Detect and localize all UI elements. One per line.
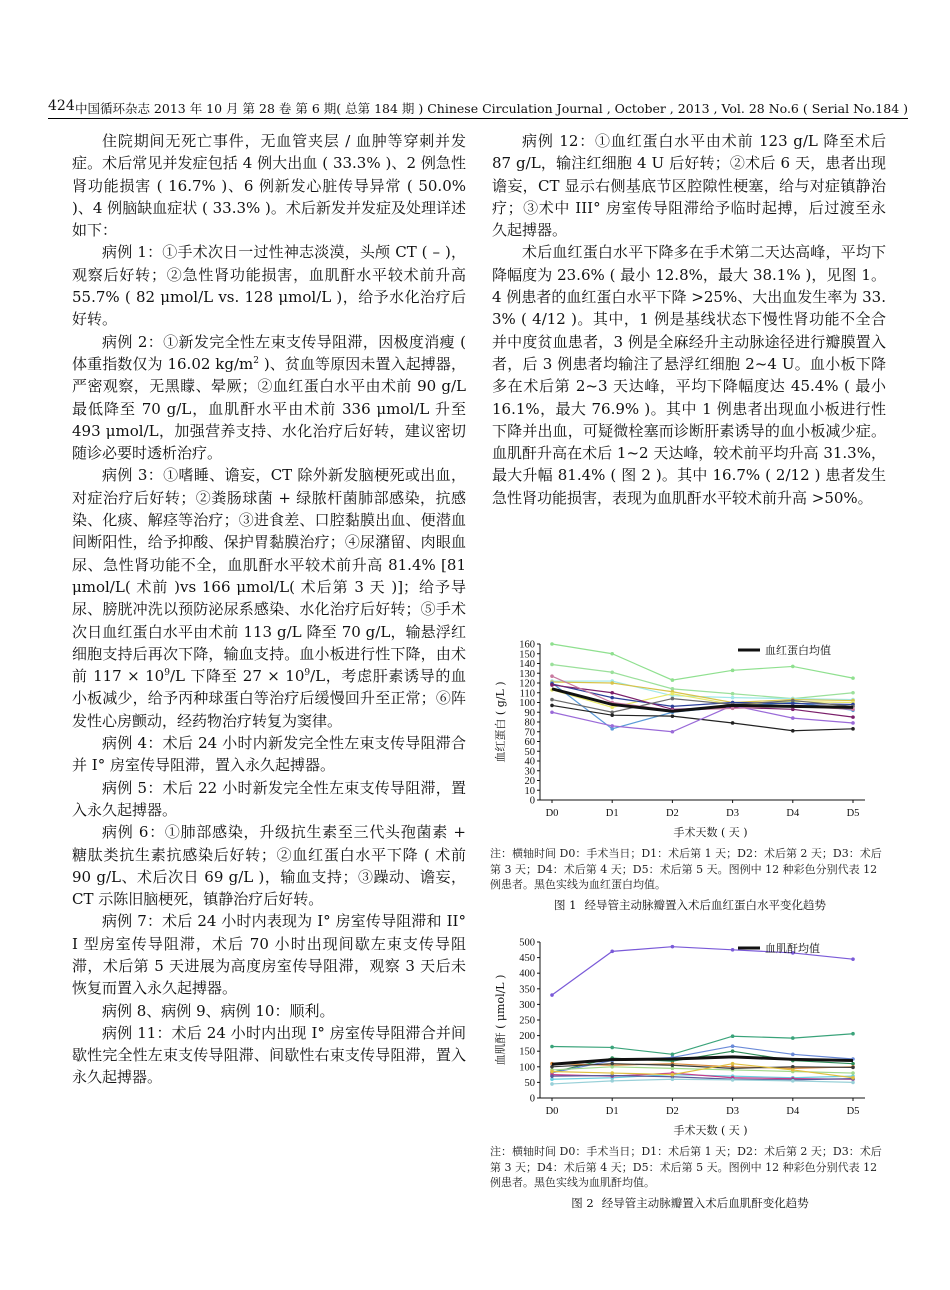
data-point-P2	[610, 1046, 614, 1050]
data-point-P4	[791, 1053, 795, 1057]
x-tick-label: D1	[605, 1106, 619, 1117]
data-point-P12	[731, 707, 735, 711]
data-point-P12	[550, 674, 554, 678]
data-point-P12	[731, 1062, 735, 1066]
data-point-P11	[550, 710, 554, 714]
paragraph-case-5: 病例 5：术后 22 小时新发完全性左束支传导阻滞，置入永久起搏器。	[72, 778, 466, 819]
data-point-P7	[851, 1071, 855, 1075]
data-point-P10	[731, 721, 735, 725]
y-tick-label: 0	[529, 1093, 535, 1105]
x-tick-label: D0	[545, 1106, 559, 1117]
data-point-P10	[671, 714, 675, 718]
y-tick-label: 50	[524, 746, 535, 758]
data-point-P10	[550, 704, 554, 708]
data-point-P11	[731, 1067, 735, 1071]
figure-2	[490, 930, 890, 1211]
y-tick-label: 250	[519, 1015, 535, 1027]
creatinine-chart	[490, 930, 890, 1140]
data-point-P6	[550, 1077, 554, 1081]
figure-1-caption: 图 1 经导管主动脉瓣置入术后血红蛋白水平变化趋势	[554, 897, 826, 912]
data-point-P1	[610, 652, 614, 656]
y-tick-label: 500	[519, 937, 535, 949]
data-point-P1	[550, 993, 554, 997]
data-point-P10	[851, 727, 855, 731]
data-point-P1	[851, 676, 855, 680]
paragraph-case-12: 病例 12：①血红蛋白水平由术前 123 g/L 降至术后 87 g/L，输注红细胞 4 U 后好转；②术后 6 天，患者出现谵妄，CT 显示右侧基底节区腔隙性梗塞，给与对症镇静治疗；③术中 III° 房室传导阻滞给予临时起搏，后过渡至永久起搏器。	[492, 132, 886, 240]
data-point-P5	[671, 692, 675, 696]
data-point-P10	[731, 1078, 735, 1082]
x-axis-label: 手术天数 ( 天 )	[673, 826, 748, 839]
x-tick-label: D3	[726, 808, 740, 819]
data-point-P1	[731, 948, 735, 952]
paragraph-complications: 住院期间无死亡事件，无血管夹层 / 血肿等穿刺并发症。术后常见并发症包括 4 例大出血 ( 33.3% )、2 例急性肾功能损害 ( 16.7% )、6 例新发心脏传导异常 ( 50.0% )、4 例脑缺血症状 ( 33.3% )。术后新发并发症及处理详述如下：	[72, 132, 466, 240]
figure-1	[490, 632, 890, 913]
paragraph-case-8-10: 病例 8、病例 9、病例 10：顺利。	[102, 1001, 335, 1020]
left-column	[72, 130, 466, 1089]
data-point-P11	[851, 1066, 855, 1070]
y-tick-label: 120	[519, 678, 535, 690]
x-tick-label: D3	[726, 1106, 740, 1117]
data-point-P7	[671, 1067, 675, 1071]
right-column	[492, 130, 886, 509]
data-point-P11	[671, 1063, 675, 1067]
x-tick-label: D5	[846, 1106, 860, 1117]
data-point-P3	[731, 696, 735, 700]
data-point-P11	[791, 716, 795, 720]
data-point-P12	[550, 1070, 554, 1074]
data-point-P11	[671, 730, 675, 734]
y-tick-label: 90	[524, 707, 535, 719]
y-tick-label: 70	[524, 727, 535, 739]
legend-label: 血红蛋白均值	[765, 644, 831, 657]
paragraph-case-7: 病例 7：术后 24 小时内表现为 I° 房室传导阻滞和 II° I 型房室传导阻滞，术后 70 小时出现间歇左束支传导阻滞，术后第 5 天进展为高度房室传导阻滞，观察 3 天后未恢复而置入永久起搏器。	[72, 912, 466, 998]
running-header	[48, 96, 908, 119]
y-tick-label: 100	[519, 698, 535, 709]
data-point-P9	[671, 697, 675, 701]
journal-citation: 中国循环杂志 2013 年 10 月 第 28 卷 第 6 期( 总第 184 期 ) Chinese Circulation Journal , October , 2013 , Vol. 28 No.6 ( Serial No.184 )	[74, 101, 908, 116]
data-point-P9	[550, 698, 554, 702]
data-point-P2	[610, 670, 614, 674]
hemoglobin-chart	[490, 632, 890, 842]
y-tick-label: 50	[524, 1077, 535, 1089]
data-point-P2	[791, 1036, 795, 1040]
data-point-P12	[791, 1068, 795, 1072]
y-tick-label: 80	[524, 717, 535, 729]
y-tick-label: 400	[519, 968, 535, 980]
data-point-P12	[610, 1071, 614, 1075]
paragraph-lab-trends: 术后血红蛋白水平下降多在手术第二天达高峰，平均下降幅度为 23.6% ( 最小 12.8%，最大 38.1% )，见图 1。4 例患者的血红蛋白水平下降 >25%、大出血发生率为 33. 3% ( 4/12 )。其中，1 例是基线状态下慢性肾功能不全合并中度贫血患者，3 例是全麻经升主动脉途径进行瓣膜置入者，后 3 例患者均输注了悬浮红细胞 2~4 U。血小板下降多在术后第 2~3 天达峰，平均下降幅度达 45.4% ( 最小 16.1%，最大 76.9% )。其中 1 例患者出现血小板进行性下降并出血，可疑微栓塞而诊断肝素诱导的血小板减少症。血肌酐升高在术后 1~2 天达峰，较术前平均升高 31.3%，最大升幅 81.4% ( 图 2 )。其中 16.7% ( 2/12 ) 患者发生急性肾功能损害，表现为血肌酐水平较术前升高 >50%。	[492, 243, 886, 507]
y-axis-label: 血肌酐 ( μmol/L )	[494, 974, 507, 1066]
data-point-P2	[731, 692, 735, 696]
y-tick-label: 0	[529, 795, 535, 807]
data-point-P1	[731, 669, 735, 673]
data-point-P1	[671, 945, 675, 949]
y-tick-label: 350	[519, 984, 535, 996]
legend-label: 血肌酐均值	[765, 942, 820, 955]
data-point-P1	[791, 665, 795, 669]
y-tick-label: 450	[519, 953, 535, 965]
data-point-P2	[731, 1034, 735, 1038]
data-point-P8	[610, 691, 614, 695]
x-tick-label: D2	[665, 1106, 679, 1117]
data-point-P10	[550, 1082, 554, 1086]
data-point-P1	[550, 642, 554, 646]
y-tick-label: 20	[524, 776, 535, 787]
x-tick-label: D0	[545, 808, 559, 819]
paragraph-case-1: 病例 1：①手术次日一过性神志淡漠，头颅 CT ( – )，观察后好转；②急性肾功能损害，血肌酐水平较术前升高 55.7% ( 82 μmol/L vs. 128 μmol/L )，给予水化治疗后好转。	[72, 243, 466, 329]
data-point-P4	[731, 1044, 735, 1048]
data-point-P12	[851, 1076, 855, 1080]
y-tick-label: 150	[519, 649, 535, 661]
x-tick-label: D4	[786, 808, 800, 819]
y-tick-label: 40	[524, 756, 535, 768]
y-axis-label: 血红蛋白 ( g/L )	[494, 681, 507, 763]
y-tick-label: 200	[519, 1031, 535, 1043]
data-point-P2	[550, 663, 554, 667]
y-tick-label: 130	[519, 668, 535, 680]
data-point-P10	[610, 713, 614, 717]
y-tick-label: 150	[519, 1046, 535, 1058]
data-point-P7	[610, 1065, 614, 1069]
data-point-P11	[791, 1065, 795, 1069]
paragraph-case-11: 病例 11：术后 24 小时内出现 I° 房室传导阻滞合并间歇性完全性左束支传导阻滞、间歇性右束支传导阻滞，置入永久起搏器。	[72, 1023, 466, 1087]
data-point-P10	[791, 1079, 795, 1083]
y-tick-label: 60	[524, 737, 535, 748]
data-point-P7	[610, 696, 614, 700]
figure-1-note: 注：横轴时间 D0：手术当日；D1：术后第 1 天；D2：术后第 2 天；D3：术后第 3 天；D4：术后第 4 天；D5：术后第 5 天。图例中 12 种彩色分别代表 12 例患者。黑色实线为血红蛋白均值。	[490, 847, 882, 891]
x-tick-label: D1	[605, 808, 619, 819]
data-point-P10	[791, 729, 795, 733]
data-point-P4	[610, 681, 614, 685]
data-point-P10	[610, 1079, 614, 1083]
data-point-P1	[671, 678, 675, 682]
paragraph-case-4: 病例 4：术后 24 小时内新发完全性左束支传导阻滞合并 I° 房室传导阻滞，置入永久起搏器。	[72, 734, 466, 775]
data-point-P8	[550, 683, 554, 687]
y-tick-label: 100	[519, 1062, 535, 1074]
data-point-P8	[851, 715, 855, 719]
page-number: 424	[48, 98, 75, 114]
data-point-P3	[851, 1062, 855, 1066]
x-tick-label: D5	[846, 808, 860, 819]
data-point-P11	[610, 1062, 614, 1066]
x-tick-label: D4	[786, 1106, 800, 1117]
data-point-P5	[610, 706, 614, 710]
data-point-P9	[791, 699, 795, 703]
data-point-P3	[731, 1049, 735, 1053]
figure-2-note: 注：横轴时间 D0：手术当日；D1：术后第 1 天；D2：术后第 2 天；D3：术后第 3 天；D4：术后第 4 天；D5：术后第 5 天。图例中 12 种彩色分别代表 12 例患者。黑色实线为血肌酐均值。	[490, 1145, 882, 1189]
data-point-P11	[851, 721, 855, 725]
data-point-P12	[671, 1073, 675, 1077]
data-point-P2	[550, 1045, 554, 1049]
x-axis-label: 手术天数 ( 天 )	[673, 1124, 748, 1137]
data-point-P9	[550, 1074, 554, 1078]
y-tick-label: 30	[524, 766, 535, 778]
y-tick-label: 140	[519, 659, 535, 670]
x-tick-label: D2	[665, 808, 679, 819]
y-tick-label: 110	[519, 688, 535, 700]
figure-2-caption: 图 2 经导管主动脉瓣置入术后血肌酐变化趋势	[571, 1195, 809, 1210]
data-point-P1	[851, 957, 855, 961]
data-point-P2	[851, 1032, 855, 1036]
data-point-P10	[851, 1081, 855, 1085]
data-point-P11	[610, 724, 614, 728]
data-point-P2	[851, 691, 855, 695]
data-point-P1	[610, 950, 614, 954]
paragraph-case-3: 病例 3：①嗜睡、谵妄，CT 除外新发脑梗死或出血，对症治疗后好转；②粪肠球菌 + 绿脓杆菌肺部感染，抗感染、化痰、解痉等治疗；③进食差、口腔黏膜出血、便潜血间断阳性，给予抑酸、保护胃黏膜治疗；④尿潴留、肉眼血尿、急性肾功能不全，血肌酐水平较术前升高 81.4% [81 μmol/L( 术前 )vs 166 μmol/L( 术后第 3 天 )]；给予导尿、膀胱冲洗以预防泌尿系感染、水化治疗后好转；⑤手术次日血红蛋白水平由术前 113 g/L 降至 70 g/L，输悬浮红细胞支持后再次下降，输血支持。血小板进行性下降，由术前 $117 \times 10^9/L$ 下降至 $27 \times 10^9/L$，考虑肝素诱导的血小板减少，给予丙种球蛋白等治疗后缓慢回升至正常；⑥阵发性心房颤动，经药物治疗转复为窦律。	[72, 466, 467, 730]
paragraph-case-2: 病例 2：①新发完全性左束支传导阻滞，因极度消瘦 ( 体重指数仅为 16.02 $kg/m^2$ )、贫血等原因未置入起搏器，严密观察，无黑矇、晕厥；②血红蛋白水平由术前 90 g/L 最低降至 70 g/L，血肌酐水平由术前 336 μmol/L 升至 493 μmol/L，加强营养支持、水化治疗后好转，建议密切随诊必要时透析治疗。	[72, 332, 466, 463]
y-tick-label: 10	[524, 785, 535, 797]
y-tick-label: 300	[519, 999, 535, 1011]
y-tick-label: 160	[519, 639, 535, 651]
data-point-P10	[671, 1077, 675, 1081]
data-point-P2	[671, 1053, 675, 1057]
paragraph-case-6: 病例 6：①肺部感染，升级抗生素至三代头孢菌素 + 糖肽类抗生素抗感染后好转；②血红蛋白水平下降 ( 术前 90 g/L、术后次日 69 g/L )，输血支持；③躁动、谵妄，CT 示陈旧脑梗死，镇静治疗后好转。	[72, 823, 466, 909]
